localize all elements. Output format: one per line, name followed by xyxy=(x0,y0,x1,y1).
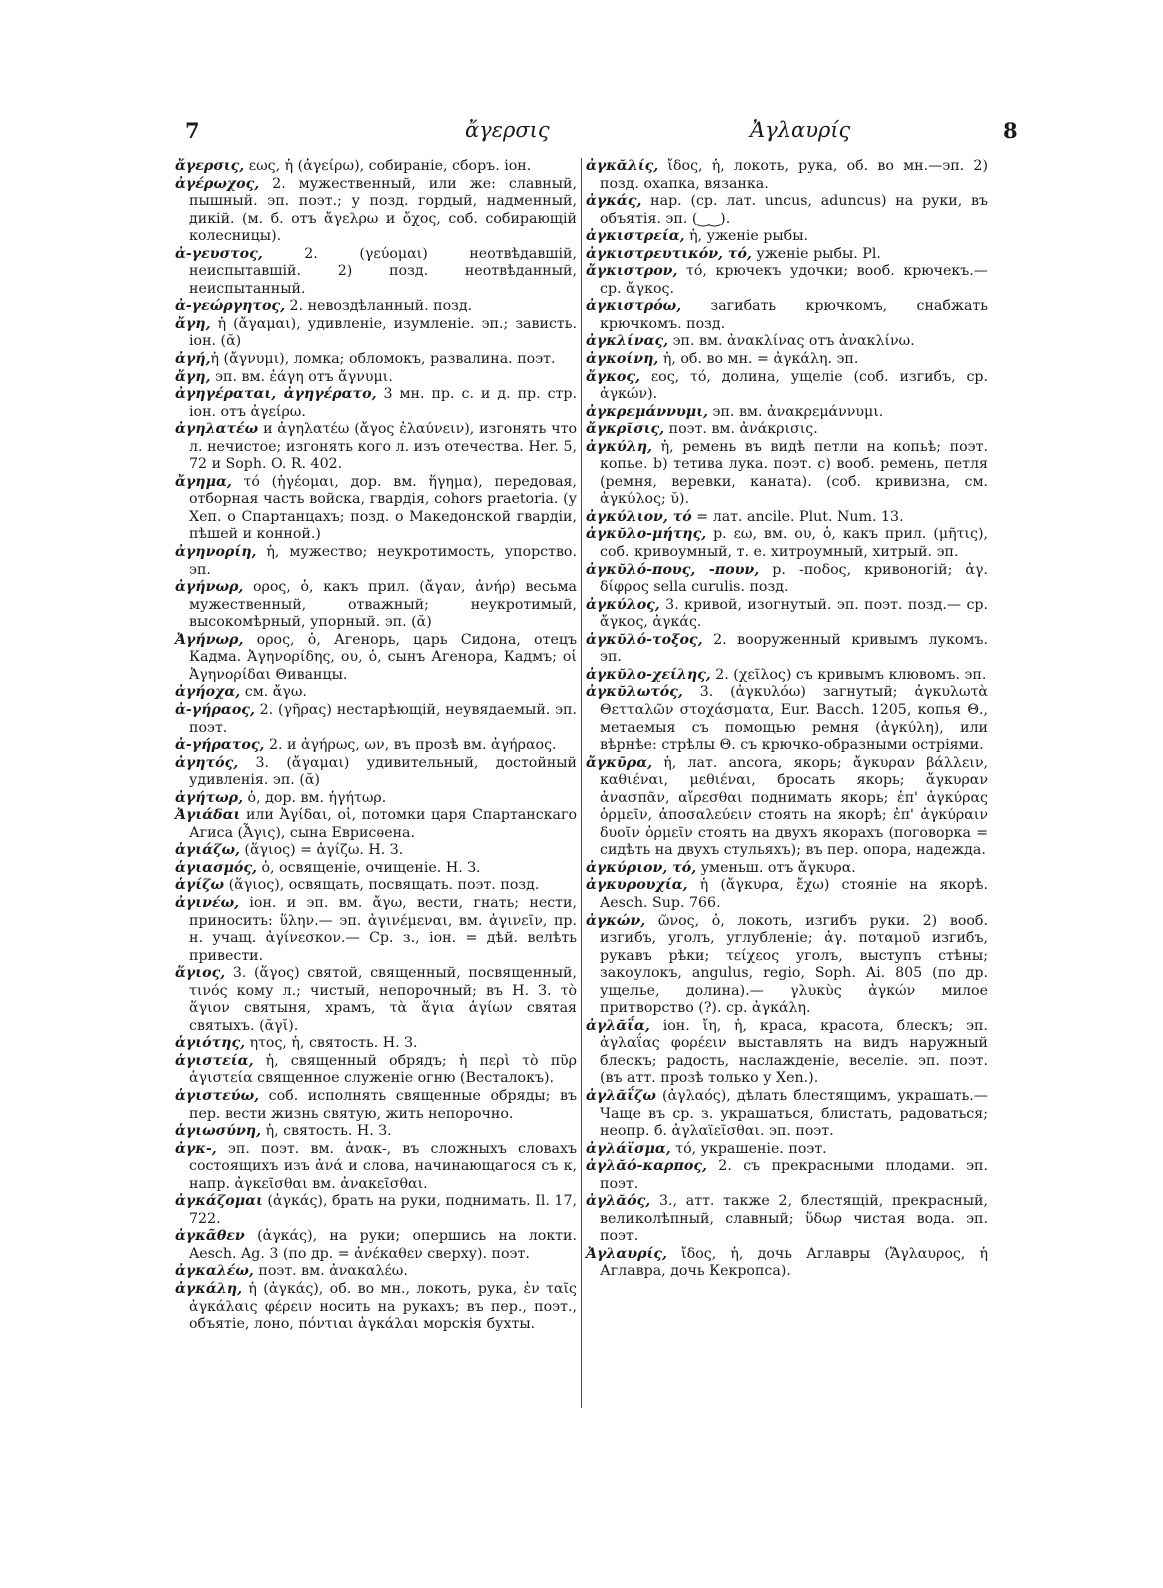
entry-headword: ἀγκύλιον, τό xyxy=(586,508,692,525)
dictionary-entry xyxy=(175,421,577,474)
entry-headword: ἀγκ-, xyxy=(175,1140,217,1157)
entry-definition: 3. (ἀγκυλόω) загнутый; ἀγκυλωτὰ Θετταλῶν στοχάσματα, Eur. Bacch. 1205, копья Θ., метаемыя съ помощью ремня (ἀγκύλη), или вѣрнѣе: стрѣлы Θ. съ крючко-образными остріями. xyxy=(600,684,988,754)
dictionary-entry xyxy=(586,1141,988,1159)
right-page-number: 8 xyxy=(1003,118,1018,143)
entry-definition: 2. невоздѣланный. позд. xyxy=(285,298,473,315)
dictionary-entry xyxy=(175,1193,577,1228)
entry-definition: (ἅγιος), освящать, посвящать. поэт. позд. xyxy=(224,877,540,894)
entry-definition: ἡ, ремень въ видѣ петли на копьѣ; поэт. копье. b) тетива лука. поэт. c) вооб. ремень, петля (ремня, веревки, каната). (соб. кривизна, см. ἀγκύλος; ῠ). xyxy=(600,438,988,508)
dictionary-entry xyxy=(586,246,988,264)
entry-headword: ἀγκῠλο-μήτης, xyxy=(586,526,707,543)
left-running-head: ἄγερσις xyxy=(465,118,550,142)
entry-definition: (ἅγιος) = ἁγίζω. Н. З. xyxy=(239,842,404,859)
entry-definition: уменьш. отъ ἄγκυρα. xyxy=(696,859,856,876)
entry-definition: τό (ἡγέομαι, дор. вм. ἥγημα), передовая, отборная часть войска, гвардія, cohors praetoria. (у Хеп. о Спартанцахъ; позд. о Македонской гвардіи, пѣшей и конной.) xyxy=(189,473,577,543)
entry-headword: ἀγκᾶθεν xyxy=(175,1228,245,1245)
entry-definition: ἴδος, ἡ, дочь Аглавры (Ἄγλαυρος, ἡ Аглавра, дочь Кекропса). xyxy=(600,1245,988,1280)
entry-definition: 3., атт. также 2, блестящій, прекрасный, великолѣпный, славный; ὕδωρ чистая вода. эп. поэт. xyxy=(600,1193,988,1245)
dictionary-entry xyxy=(586,509,988,527)
entry-headword: ἁγιστεύω, xyxy=(175,1087,260,1104)
entry-headword: ἀγκιστρεία, xyxy=(586,228,685,245)
dictionary-entry xyxy=(586,333,988,351)
dictionary-entry xyxy=(175,895,577,965)
dictionary-entry xyxy=(175,755,577,790)
entry-definition: ἡ (ἄγαμαι), удивленіе, изумленіе. эп.; зависть. іон. (ᾰ) xyxy=(189,315,577,350)
entry-headword: ἀγκάλη, xyxy=(175,1281,243,1297)
entry-headword: ἄγκρῐσις, xyxy=(586,421,665,438)
dictionary-entry xyxy=(175,386,577,421)
entry-headword: ἁγιάζω, xyxy=(175,842,240,859)
entry-definition: 2. и ἀγήρως, ων, въ прозѣ вм. ἀγήραος. xyxy=(264,737,557,754)
entry-headword: Ἀγιάδαι xyxy=(175,807,241,824)
entry-definition: р. εω, вм. ου, ὁ, какъ прил. (μῆτις), соб. кривоумный, т. е. хитроумный, хитрый. эп. xyxy=(600,526,988,561)
entry-headword: ἀγκῠλό-πους, -πουν, xyxy=(586,561,760,578)
entry-definition: ῶνος, ὁ, локоть, изгибъ руки. 2) вооб. изгибъ, уголъ, углубленіе; ἀγ. ποταμοῦ изгибъ, рукавъ рѣки; τείχεος уголъ, выступъ стѣны; закоулокъ, angulus, regio, Soph. Ai. 805 (по др. ущелье, долина).— γλυκὺς ἀγκών милое притворство (?). ср. ἀγκάλη. xyxy=(600,912,988,1017)
entry-definition: 3. кривой, изогнутый. эп. поэт. позд.— ср. ἄγκος, ἀγκάς. xyxy=(600,596,988,631)
entry-definition: соб. исполнять священные обряды; въ пер. вести жизнь святую, жить непорочно. xyxy=(189,1087,577,1122)
entry-headword: ἀγκλίνας, xyxy=(586,333,669,350)
dictionary-entry xyxy=(586,404,988,422)
dictionary-entry xyxy=(586,298,988,333)
entry-headword: ἀγκύλος, xyxy=(586,596,660,613)
dictionary-entry xyxy=(175,1053,577,1088)
entry-definition: 3 мн. пр. с. и д. пр. стр. іон. отъ ἀγείρω. xyxy=(189,386,577,420)
entry-definition: іон. ἴη, ἡ, краса, красота, блескъ; эп. ἀγλαΐας φορέειν выставлять на видъ наружный блескъ; радость, наслажденіе, веселіе. эп. поэт. (въ атт. прозѣ только у Xen.). xyxy=(600,1017,988,1087)
dictionary-entry xyxy=(586,158,988,193)
entry-definition: 3. (ἄγαμαι) удивительный, достойный удивленія. эп. (ᾰ) xyxy=(189,754,577,789)
dictionary-entry xyxy=(586,1246,988,1281)
entry-headword: ἀγκών, xyxy=(586,912,646,929)
entry-headword: ἄγη, xyxy=(175,315,211,332)
entry-headword: ἀγκοίνη, xyxy=(586,351,659,368)
entry-headword: ἀγητός, xyxy=(175,754,239,771)
dictionary-entry xyxy=(175,1281,577,1334)
entry-definition: 2. (χεῖλος) съ кривымъ клювомъ. эп. xyxy=(710,666,987,683)
entry-definition: 2. мужественный, или же: славный, пышный. эп. поэт.; у позд. гордый, надменный, дикій. (м. б. отъ ἄγελρω и ὄχος, соб. собирающій колесницы). xyxy=(189,175,577,245)
entry-headword: ἀγλᾰός, xyxy=(586,1193,651,1210)
entry-definition: ἡ (ἄγνυμι), ломка; обломокъ, развалина. поэт. xyxy=(210,351,556,368)
left-page-number: 7 xyxy=(185,118,200,143)
dictionary-entry xyxy=(586,439,988,509)
dictionary-entry xyxy=(175,158,577,176)
dictionary-entry xyxy=(586,632,988,667)
dictionary-entry xyxy=(586,562,988,597)
left-column xyxy=(175,158,577,1334)
dictionary-entry xyxy=(175,877,577,895)
dictionary-entry xyxy=(175,1228,577,1263)
entry-headword: ἀγηγέραται, ἀγηγέρατο, xyxy=(175,386,377,403)
entry-headword: ἀγλᾰό-καρπος, xyxy=(586,1158,707,1175)
entry-headword: ἄγημα, xyxy=(175,473,232,490)
dictionary-entry xyxy=(586,684,988,754)
entry-definition: (ἀγκάς), брать на руки, поднимать. Il. 17, 722. xyxy=(189,1193,577,1227)
entry-headword: ἁγιστεία, xyxy=(175,1052,254,1069)
dictionary-entry xyxy=(175,632,577,685)
dictionary-entry xyxy=(586,1018,988,1088)
entry-definition: ἡ, об. во мн. = ἀγκάλη. эп. xyxy=(658,351,859,368)
dictionary-entry xyxy=(586,351,988,369)
dictionary-entry xyxy=(586,263,988,298)
entry-headword: ἀγλάϊσμα, xyxy=(586,1140,671,1157)
entry-headword: ἀγήτωρ, xyxy=(175,789,244,806)
dictionary-entry xyxy=(586,193,988,228)
entry-definition: или Ἀγίδαι, οἱ, потомки царя Спартанскаго Агиса (Ἆγις), сына Еврисѳена. xyxy=(189,807,577,841)
entry-definition: τό, крючекъ удочки; вооб. крючекъ.— ср. ἄγκος. xyxy=(600,263,988,297)
entry-headword: ἀγκρεμάννυμι, xyxy=(586,403,709,420)
dictionary-entry xyxy=(586,755,988,860)
entry-headword: ἄγη, xyxy=(175,368,211,385)
entry-headword: ἀ-γευστος, xyxy=(175,245,263,262)
entry-headword: ἀγήνωρ, xyxy=(175,579,244,596)
dictionary-entry xyxy=(175,351,577,369)
entry-definition: 2. съ прекрасными плодами. эп. поэт. xyxy=(600,1158,988,1192)
entry-headword: ἀγκάζομαι xyxy=(175,1193,263,1210)
entry-definition: эп. вм. ἐάγη отъ ἄγνυμι. xyxy=(210,368,393,385)
entry-definition: 2. (γῆρας) нестарѣющій, неувядаемый. эп. поэт. xyxy=(189,701,577,736)
dictionary-entry xyxy=(586,667,988,685)
entry-definition: εως, ἡ (ἀγείρω), собираніе, сборъ. іон. xyxy=(244,158,532,174)
entry-definition: эп. вм. ἀνακλίνας отъ ἀνακλίνω. xyxy=(668,333,915,350)
dictionary-entry xyxy=(175,316,577,351)
dictionary-entry xyxy=(175,579,577,632)
entry-headword: ἀγκύλη, xyxy=(586,438,652,455)
entry-headword: ἀγκῠλό-τοξος, xyxy=(586,631,703,648)
entry-definition: ὁ, освященіе, очищеніе. Н. З. xyxy=(256,859,481,876)
entry-definition: ορος, ὁ, Агенорь, царь Сидона, отецъ Кадма. Ἀγηνορίδης, ου, ὁ, сынъ Агенора, Кадмъ; οἱ Ἀγηνορίδαι Θиванцы. xyxy=(189,631,577,683)
entry-headword: ἀγήοχα, xyxy=(175,684,241,701)
entry-headword: ἀγκῠλο-χείλης, xyxy=(586,666,711,683)
dictionary-entry xyxy=(586,526,988,561)
entry-definition: уженіе рыбы. Pl. xyxy=(751,245,881,262)
dictionary-entry xyxy=(175,702,577,737)
dictionary-entry xyxy=(586,228,988,246)
dictionary-entry xyxy=(586,1158,988,1193)
entry-definition: іон. и эп. вм. ἄγω, вести, гнать; нести, приносить: ὕλην.— эп. ἀγινέμεναι, вм. ἀγινεῖν, пр. н. учащ. ἀγίνεσκον.— Ср. з., іон. = дѣй. велѣть привести. xyxy=(189,894,577,964)
entry-definition: ἡ, уженіе рыбы. xyxy=(684,228,809,245)
dictionary-entry xyxy=(175,860,577,878)
right-column xyxy=(586,158,988,1281)
entry-headword: Ἀγλαυρίς, xyxy=(586,1245,667,1262)
entry-definition: εος, τό, долина, ущеліе (соб. изгибъ, ср. ἀγκών). xyxy=(600,368,988,403)
entry-headword: ἀ-γήραος, xyxy=(175,701,255,718)
entry-definition: ἡ, святость. Н. З. xyxy=(261,1123,392,1140)
entry-definition: ἡ, мужество; неукротимость, упорство. эп. xyxy=(189,544,577,578)
entry-definition: (ἀγλαός), дѣлать блестящимъ, украшать.—Чаще въ ср. з. украшаться, блистать, радоваться; неопр. б. ἀγλαϊεῖσθαι. эп. поэт. xyxy=(600,1087,988,1140)
column-divider xyxy=(581,158,582,1408)
entry-headword: ἀγκᾰλίς, xyxy=(586,158,659,174)
entry-headword: ἀγέρωχος, xyxy=(175,175,260,192)
entry-headword: ἀγκύριον, τό, xyxy=(586,859,697,876)
entry-definition: 2. (γεύομαι) неотвѣдавшій, неиспытавшій. 2) позд. неотвѣданный, неиспытанный. xyxy=(189,245,577,297)
dictionary-entry xyxy=(175,1123,577,1141)
dictionary-entry xyxy=(175,1263,577,1281)
entry-headword: ἀγηλατέω xyxy=(175,421,259,438)
dictionary-entry xyxy=(175,965,577,1035)
entry-headword: ἀγκιστρευτικόν, τό, xyxy=(586,245,752,262)
dictionary-entry xyxy=(586,1193,988,1246)
entry-definition: ορος, ὁ, какъ прил. (ἄγαν, ἀνήρ) весьма мужественный, отважный; неукротимый, высокомѣрный, упорный. эп. (ᾰ) xyxy=(189,579,577,631)
entry-headword: Ἀγήνωρ, xyxy=(175,631,244,648)
dictionary-entry xyxy=(586,877,988,912)
dictionary-entry xyxy=(175,684,577,702)
entry-definition: и ἀγηλατέω (ἄγος ἐλαύνειν), изгонять что л. нечистое; изгонять кого л. изъ отечества. Her. 5, 72 и Soph. O. R. 402. xyxy=(189,421,577,473)
entry-headword: ἀγηνορίη, xyxy=(175,544,257,561)
entry-definition: ἡ, священный обрядъ; ἡ περὶ τὸ πῦρ ἁγιστεία священное служеніе огню (Весталокъ). xyxy=(189,1052,577,1087)
entry-definition: ἡ, лат. ancora, якорь; ἄγκυραν βάλλειν, καθιέναι, μεθιέναι, бросать якорь; ἄγκυραν ἀνασπᾶν, αἴρεσθαι поднимать якорь; ἐπ' ἀγκύρας ὁρμεῖν, ἀποσαλεύειν стоять на якорѣ; ἐπ' ἀγκύραιν δυοῖν ὁρμεῖν стоять на двухъ якорахъ (поговорка = сидѣть на двухъ стульяхъ); въ пер. опора, надежда. xyxy=(600,754,988,859)
entry-definition: 2. вооруженный кривымъ лукомъ. эп. xyxy=(600,631,988,666)
entry-definition: (ἀγκάς), на руки; опершись на локти. Aesch. Ag. 3 (по др. = ἀνέκαθεν сверху). поэт. xyxy=(189,1228,577,1262)
entry-definition: ὁ, дор. вм. ἡγήτωρ. xyxy=(243,789,387,806)
entry-definition: р. -ποδος, кривоногій; ἀγ. δίφρος sella curulis. позд. xyxy=(600,561,988,596)
entry-definition: эп. поэт. вм. ἀνακ-, въ сложныхъ словахъ состоящихъ изъ ἀνά и слова, начинающагося съ κ, напр. ἀγκεῖσθαι вм. ἀνακεῖσθαι. xyxy=(189,1140,577,1192)
dictionary-entry xyxy=(175,737,577,755)
dictionary-entry xyxy=(586,860,988,878)
entry-definition: поэт. вм. ἀνακαλέω. xyxy=(253,1263,408,1280)
entry-definition: ἡ (ἄγκυρα, ἔχω) стояніе на якорѣ. Aesch. Sup. 766. xyxy=(600,877,988,911)
dictionary-entry xyxy=(175,1088,577,1123)
dictionary-entry xyxy=(175,1035,577,1053)
entry-definition: τό, украшеніе. поэт. xyxy=(670,1140,827,1157)
dictionary-entry xyxy=(175,1141,577,1194)
dictionary-entry xyxy=(586,369,988,404)
dictionary-entry xyxy=(175,807,577,842)
entry-headword: ἁγίζω xyxy=(175,877,225,894)
dictionary-entry xyxy=(175,298,577,316)
entry-definition: нар. (ср. лат. uncus, aduncus) на руки, въ объятія. эп. (‿‿). xyxy=(600,193,988,227)
entry-headword: ἄγκιστρον, xyxy=(586,263,678,280)
dictionary-entry xyxy=(586,1088,988,1141)
entry-headword: ἀγκυρουχία, xyxy=(586,877,688,894)
dictionary-entry xyxy=(586,597,988,632)
dictionary-entry xyxy=(586,421,988,439)
entry-definition: загибать крючкомъ, снабжать крючкомъ. позд. xyxy=(600,298,988,332)
dictionary-entry xyxy=(175,246,577,299)
dictionary-entry xyxy=(586,913,988,1018)
entry-headword: ἀγκῠλωτός, xyxy=(586,684,683,701)
dictionary-entry xyxy=(175,176,577,246)
dictionary-entry xyxy=(175,842,577,860)
entry-headword: ἀγκαλέω, xyxy=(175,1263,254,1280)
entry-definition: поэт. вм. ἀνάκρισις. xyxy=(664,421,818,438)
entry-headword: ἁγιασμός, xyxy=(175,859,257,876)
entry-headword: ἅγιος, xyxy=(175,965,226,982)
entry-headword: ἀγή, xyxy=(175,351,211,368)
entry-definition: ητος, ἡ, святость. Н. З. xyxy=(245,1035,418,1052)
entry-headword: ἀ-γεώργητος, xyxy=(175,298,286,315)
entry-headword: ἀγινέω, xyxy=(175,894,240,911)
entry-headword: ἁγιωσύνη, xyxy=(175,1123,262,1140)
entry-headword: ἀγλᾰΐζω xyxy=(586,1087,656,1104)
dictionary-entry xyxy=(175,369,577,387)
entry-definition: = лат. ancile. Plut. Num. 13. xyxy=(691,508,904,525)
entry-headword: ἀγκάς, xyxy=(586,193,642,210)
entry-headword: ἁγιότης, xyxy=(175,1035,246,1052)
entry-headword: ἄγκῡρα, xyxy=(586,754,653,771)
entry-headword: ἀ-γήρατος, xyxy=(175,737,265,754)
dictionary-entry xyxy=(175,544,577,579)
entry-headword: ἄγκος, xyxy=(586,368,640,385)
entry-definition: эп. вм. ἀνακρεμάννυμι. xyxy=(708,403,884,420)
entry-definition: см. ἄγω. xyxy=(240,684,307,701)
right-running-head: Ἀγλαυρίς xyxy=(750,118,851,142)
entry-headword: ἄγερσις, xyxy=(175,158,245,174)
entry-definition: ἴδος, ἡ, локоть, рука, об. во мн.—эп. 2) позд. охапка, вязанка. xyxy=(600,158,988,192)
dictionary-entry xyxy=(175,790,577,808)
entry-definition: ἡ (ἀγκάς), об. во мн., локоть, рука, ἐν ταῖς ἀγκάλαις φέρειν носить на рукахъ; въ пер., поэт., объятіе, лоно, πόντιαι ἀγκάλαι морскія бухты. xyxy=(189,1281,577,1333)
entry-definition: 3. (ἅγος) святой, священный, посвященный, τινός кому л.; чистый, непорочный; въ Н. З. τὸ ἅγιον святыня, храмъ, τὰ ἅγια ἁγίων святая святыхъ. (ᾰγῐ). xyxy=(189,965,577,1034)
dictionary-entry xyxy=(175,474,577,544)
entry-headword: ἀγκιστρόω, xyxy=(586,298,682,315)
entry-headword: ἀγλᾰΐα, xyxy=(586,1017,650,1034)
